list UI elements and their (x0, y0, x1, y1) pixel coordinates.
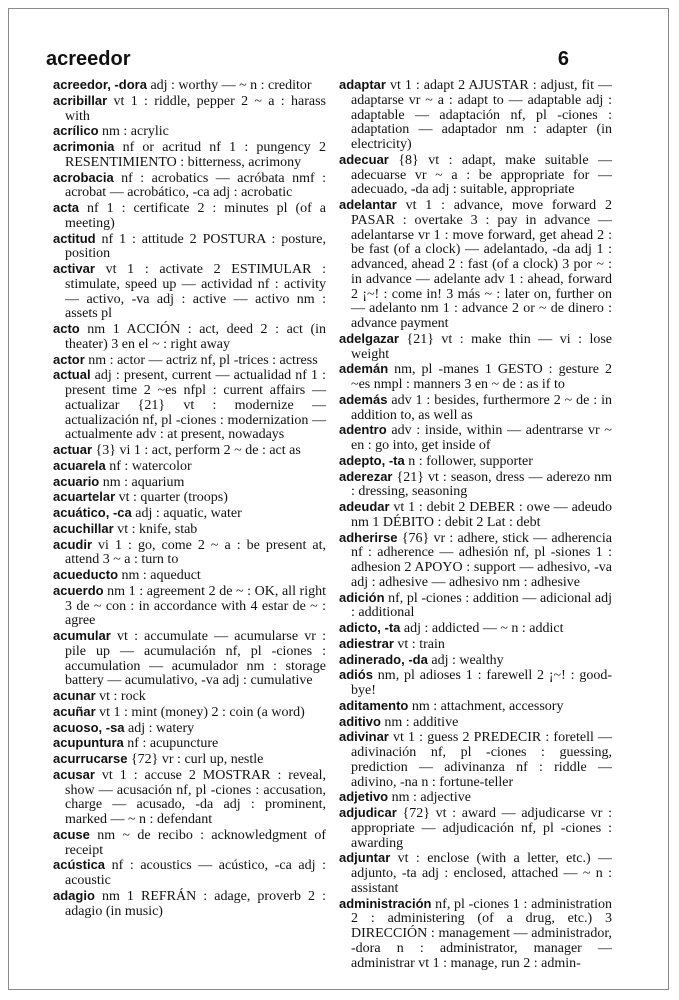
entry-headword: acuerdo (53, 582, 104, 598)
entry-headword: adjudicar (339, 805, 397, 820)
dictionary-entry (339, 531, 612, 591)
entry-definition: nm, pl adioses 1 : farewell 2 ¡~! : good-bye! (351, 668, 612, 698)
dictionary-entry (339, 470, 612, 501)
entry-definition: vt 1 : guess 2 PREDECIR : foretell — adivinación nf, pl -ciones : guessing, prediction — adivinanza nf : riddle — adivino, -na n : fortune-teller (351, 730, 612, 790)
entry-headword: adagio (53, 887, 95, 903)
dictionary-entry (53, 736, 326, 752)
entry-definition: nm : acrylic (98, 124, 169, 140)
dictionary-entry (53, 171, 326, 202)
dictionary-entry (339, 621, 612, 637)
entry-headword: adelgazar (339, 330, 399, 346)
entry-definition: nm : actor — actriz nf, pl -trices : actress (84, 352, 318, 368)
entry-definition: vt : enclose (with a letter, etc.) — adjunto, -ta adj : enclosed, attached — ~ n : assistant (351, 851, 612, 896)
dictionary-entry (53, 475, 326, 491)
dictionary-entry (339, 699, 612, 715)
entry-headword: acuático, -ca (53, 505, 132, 520)
entry-definition: nf, pl -ciones 1 : administration 2 : administering (of a drug, etc.) 3 DIRECCIÓN : management — administrador, -dora n : administrator, manager — administrar vt 1 : manage, run 2 : admin- (351, 896, 612, 971)
entry-definition: nm : additive (380, 714, 459, 730)
dictionary-entry (53, 752, 326, 768)
dictionary-entry (339, 591, 612, 622)
entry-headword: acuario (53, 473, 100, 489)
entry-headword: acueducto (53, 567, 119, 582)
dictionary-entry (53, 828, 326, 859)
entry-definition: adj : watery (124, 720, 195, 736)
entry-definition: {76} vr : adhere, stick — adherencia nf : adherence — adhesión nf, pl -siones 1 : adhesion 2 APOYO : support — adhesivo, -va adj : adhesive — adhesivo nm : adhesive (351, 530, 612, 590)
entry-headword: adeudar (339, 499, 390, 514)
entry-definition: nf : acupuncture (123, 736, 219, 752)
entry-definition: nf or acritud nf 1 : pungency 2 RESENTIMIENTO : bitterness, acrimony (65, 140, 326, 170)
dictionary-entry (339, 454, 612, 470)
entry-definition: {72} vr : curl up, nestle (127, 752, 264, 767)
entry-headword: adaptar (339, 77, 386, 92)
entry-headword: acreedor, -dora (53, 77, 147, 92)
entry-definition: nm : aqueduct (118, 568, 201, 583)
entry-headword: actual (53, 367, 91, 383)
entry-definition: vt : quarter (troops) (115, 490, 228, 506)
dictionary-entry (339, 790, 612, 806)
entry-headword: acrobacia (53, 169, 114, 185)
entry-headword: actor (53, 351, 85, 367)
entry-definition: {3} vi 1 : act, perform 2 ~ de : act as (92, 443, 301, 458)
dictionary-entry (339, 637, 612, 653)
entry-headword: adecuar (339, 151, 389, 167)
entry-definition: nm : attachment, accessory (408, 698, 564, 714)
entry-headword: ademán (339, 361, 389, 377)
dictionary-entry (53, 629, 326, 689)
dictionary-entry (53, 140, 326, 171)
entry-definition: adj : addicted — ~ n : addict (400, 621, 564, 636)
dictionary-entry (53, 689, 326, 705)
dictionary-entry (339, 423, 612, 454)
dictionary-entry (53, 705, 326, 721)
dictionary-entry (53, 322, 326, 353)
dictionary-entry (339, 653, 612, 669)
entry-definition: adj : present, current — actualidad nf 1 : present time 2 ~es nfpl : current affairs — actualizar {21} vt : modernize — actualización nf, pl -ciones : modernization — actualmente adv : at present, nowadays (65, 368, 326, 443)
entry-headword: actuar (53, 442, 93, 457)
entry-headword: acuarela (53, 457, 106, 473)
entry-headword: acrílico (53, 123, 99, 139)
entry-headword: acusar (53, 766, 95, 782)
entry-headword: adelantar (339, 197, 397, 212)
entry-headword: adivinar (339, 729, 389, 745)
dictionary-entry (339, 730, 612, 790)
entry-definition: n : follower, supporter (404, 453, 533, 469)
dictionary-entry (53, 443, 326, 459)
entry-definition: {72} vt : award — adjudicarse vr : appropriate — adjudicación nf, pl -ciones : awarding (351, 806, 612, 851)
entry-headword: aderezar (339, 468, 393, 484)
entry-headword: adiós (339, 667, 373, 683)
dictionary-entry (339, 362, 612, 393)
entry-definition: adv : inside, within — adentrarse vr ~ en : go into, get inside of (351, 423, 612, 453)
entry-definition: vt : knife, stab (113, 521, 198, 537)
dictionary-entry (339, 668, 612, 699)
dictionary-entry (53, 538, 326, 569)
dictionary-entry (53, 584, 326, 629)
entry-definition: vt 1 : accuse 2 MOSTRAR : reveal, show — acusación nf, pl -ciones : accusation, charge — acusado, -da adj : prominent, marked — ~ n : defendant (65, 767, 326, 827)
entry-definition: adv 1 : besides, furthermore 2 ~ de : in addition to, as well as (351, 392, 612, 423)
entry-definition: nm 1 : agreement 2 de ~ : OK, all right 3 de ~ con : in accordance with 4 estar de ~ : agree (65, 583, 326, 629)
dictionary-entry (53, 94, 326, 125)
entry-headword: adherirse (339, 529, 398, 545)
entry-headword: administración (339, 895, 432, 911)
entry-definition: adj : wealthy (427, 652, 504, 668)
entry-headword: actitud (53, 230, 96, 246)
dictionary-entry (53, 768, 326, 828)
entry-definition: vt 1 : riddle, pepper 2 ~ a : harass with (65, 93, 326, 124)
entry-headword: acuñar (53, 703, 96, 719)
left-column (53, 78, 326, 919)
entry-headword: adjuntar (339, 850, 391, 866)
dictionary-entry (339, 851, 612, 896)
entry-headword: además (339, 391, 388, 407)
entry-headword: acuartelar (53, 489, 116, 505)
dictionary-entry (53, 353, 326, 369)
guide-word: acreedor (46, 48, 131, 70)
entry-definition: nm 1 ACCIÓN : act, deed 2 : act (in theater) 3 en el ~ : right away (65, 322, 326, 352)
entry-definition: nf 1 : certificate 2 : minutes pl (of a meeting) (65, 201, 326, 231)
dictionary-entry (339, 806, 612, 851)
dictionary-entry (339, 897, 612, 972)
dictionary-entry (53, 232, 326, 263)
dictionary-entry (53, 78, 326, 94)
dictionary-entry (339, 198, 612, 332)
entry-definition: vt : rock (95, 689, 146, 704)
right-column (339, 78, 612, 971)
entry-definition: nm : adjective (388, 790, 471, 806)
entry-definition: nm : aquarium (99, 474, 185, 490)
page-header (46, 48, 569, 76)
dictionary-entry (53, 262, 326, 322)
entry-definition: {8} vt : adapt, make suitable — adecuarse vr ~ a : be appropriate for — adecuado, -da adj : suitable, appropriate (351, 152, 612, 198)
dictionary-entry (53, 858, 326, 889)
dictionary-entry (53, 522, 326, 538)
entry-definition: {21} vt : make thin — vi : lose weight (351, 331, 612, 362)
entry-definition: vi 1 : go, come 2 ~ a : be present at, attend 3 ~ a : turn to (65, 537, 326, 568)
entry-headword: adjetivo (339, 789, 389, 805)
dictionary-entry (53, 721, 326, 737)
dictionary-entry (339, 78, 612, 153)
entry-definition: nf : watercolor (105, 458, 192, 474)
entry-definition: nf 1 : attitude 2 POSTURA : posture, position (65, 231, 326, 262)
entry-definition: vt 1 : advance, move forward 2 PASAR : overtake 3 : pay in advance — adelantarse vr 1 : move forward, get ahead 2 : be fast (of a clock) — adelantado, -da adj 1 : advanced, ahead 2 : fast (of a clock) 3 por ~ : in advance — adelante adv 1 : ahead, forward 2 ¡~! : come in! 3 más ~ : later on, further on — adelanto nm 1 : advance 2 or ~ de dinero : advance payment (351, 198, 612, 331)
entry-definition: adj : aquatic, water (131, 506, 242, 521)
entry-headword: acuoso, -sa (53, 719, 125, 735)
entry-headword: acudir (53, 536, 93, 552)
entry-definition: nm, pl -manes 1 GESTO : gesture 2 ~es nmpl : manners 3 en ~ de : as if to (351, 362, 612, 392)
entry-headword: aditamento (339, 697, 409, 713)
entry-headword: acuchillar (53, 520, 114, 536)
entry-headword: acribillar (53, 92, 108, 108)
entry-headword: adentro (339, 422, 387, 438)
entry-headword: acuse (53, 826, 90, 842)
entry-definition: nm 1 REFRÁN : adage, proverb 2 : adagio (in music) (65, 888, 326, 919)
dictionary-entry (339, 715, 612, 731)
entry-headword: adepto, -ta (339, 452, 405, 468)
entry-headword: adición (339, 589, 385, 605)
dictionary-entry (53, 490, 326, 506)
entry-headword: acta (53, 200, 80, 215)
entry-definition: vt 1 : debit 2 DEBER : owe — adeudo nm 1 DÉBITO : debit 2 Lat : debt (351, 500, 612, 530)
entry-definition: nf : acoustics — acústico, -ca adj : acoustic (65, 858, 326, 888)
entry-definition: {21} vt : season, dress — aderezo nm : dressing, seasoning (351, 469, 612, 500)
dictionary-entry (339, 393, 612, 424)
dictionary-entry (339, 332, 612, 363)
entry-headword: aditivo (339, 713, 381, 729)
entry-headword: acústica (53, 857, 106, 873)
entry-headword: acunar (53, 688, 96, 703)
dictionary-entry (53, 124, 326, 140)
entry-headword: acrimonia (53, 139, 115, 154)
dictionary-entry (53, 201, 326, 232)
entry-definition: nf : acrobatics — acróbata nmf : acrobat — acrobático, -ca adj : acrobatic (65, 170, 326, 201)
entry-definition: adj : worthy — ~ n : creditor (146, 78, 312, 93)
dictionary-entry (339, 500, 612, 531)
entry-headword: adiestrar (339, 635, 394, 651)
entry-headword: acumular (53, 628, 111, 643)
entry-headword: acurrucarse (53, 751, 128, 766)
entry-headword: adicto, -ta (339, 620, 401, 635)
dictionary-entry (53, 459, 326, 475)
entry-headword: adinerado, -da (339, 651, 428, 667)
dictionary-entry (53, 889, 326, 920)
entry-definition: vt : accumulate — acumularse vr : pile up — acumulación nf, pl -ciones : accumulation — acumulador nm : storage battery — acumulativo, -va adj : cumulative (65, 629, 326, 689)
entry-headword: activar (53, 261, 95, 276)
dictionary-entry (53, 568, 326, 584)
entry-definition: vt 1 : activate 2 ESTIMULAR : stimulate, speed up — actividad nf : activity — activo, -va adj : active — activo nm : assets pl (65, 262, 326, 322)
dictionary-entry (53, 506, 326, 522)
dictionary-entry (53, 368, 326, 443)
entry-definition: nf, pl -ciones : addition — adicional adj : additional (351, 590, 612, 621)
entry-definition: vt 1 : mint (money) 2 : coin (a word) (95, 704, 305, 720)
entry-definition: nm ~ de recibo : acknowledgment of receipt (65, 827, 326, 858)
dictionary-entry (339, 153, 612, 198)
entry-definition: vt 1 : adapt 2 AJUSTAR : adjust, fit — adaptarse vr ~ a : adapt to — adaptable adj : adaptable — adaptación nf, pl -ciones : adaptation — adaptador nm : adapter (in electricity) (351, 78, 612, 152)
entry-headword: acupuntura (53, 735, 124, 751)
entry-headword: acto (53, 321, 80, 336)
entry-definition: vt : train (393, 636, 445, 652)
page-number: 6 (557, 48, 569, 70)
